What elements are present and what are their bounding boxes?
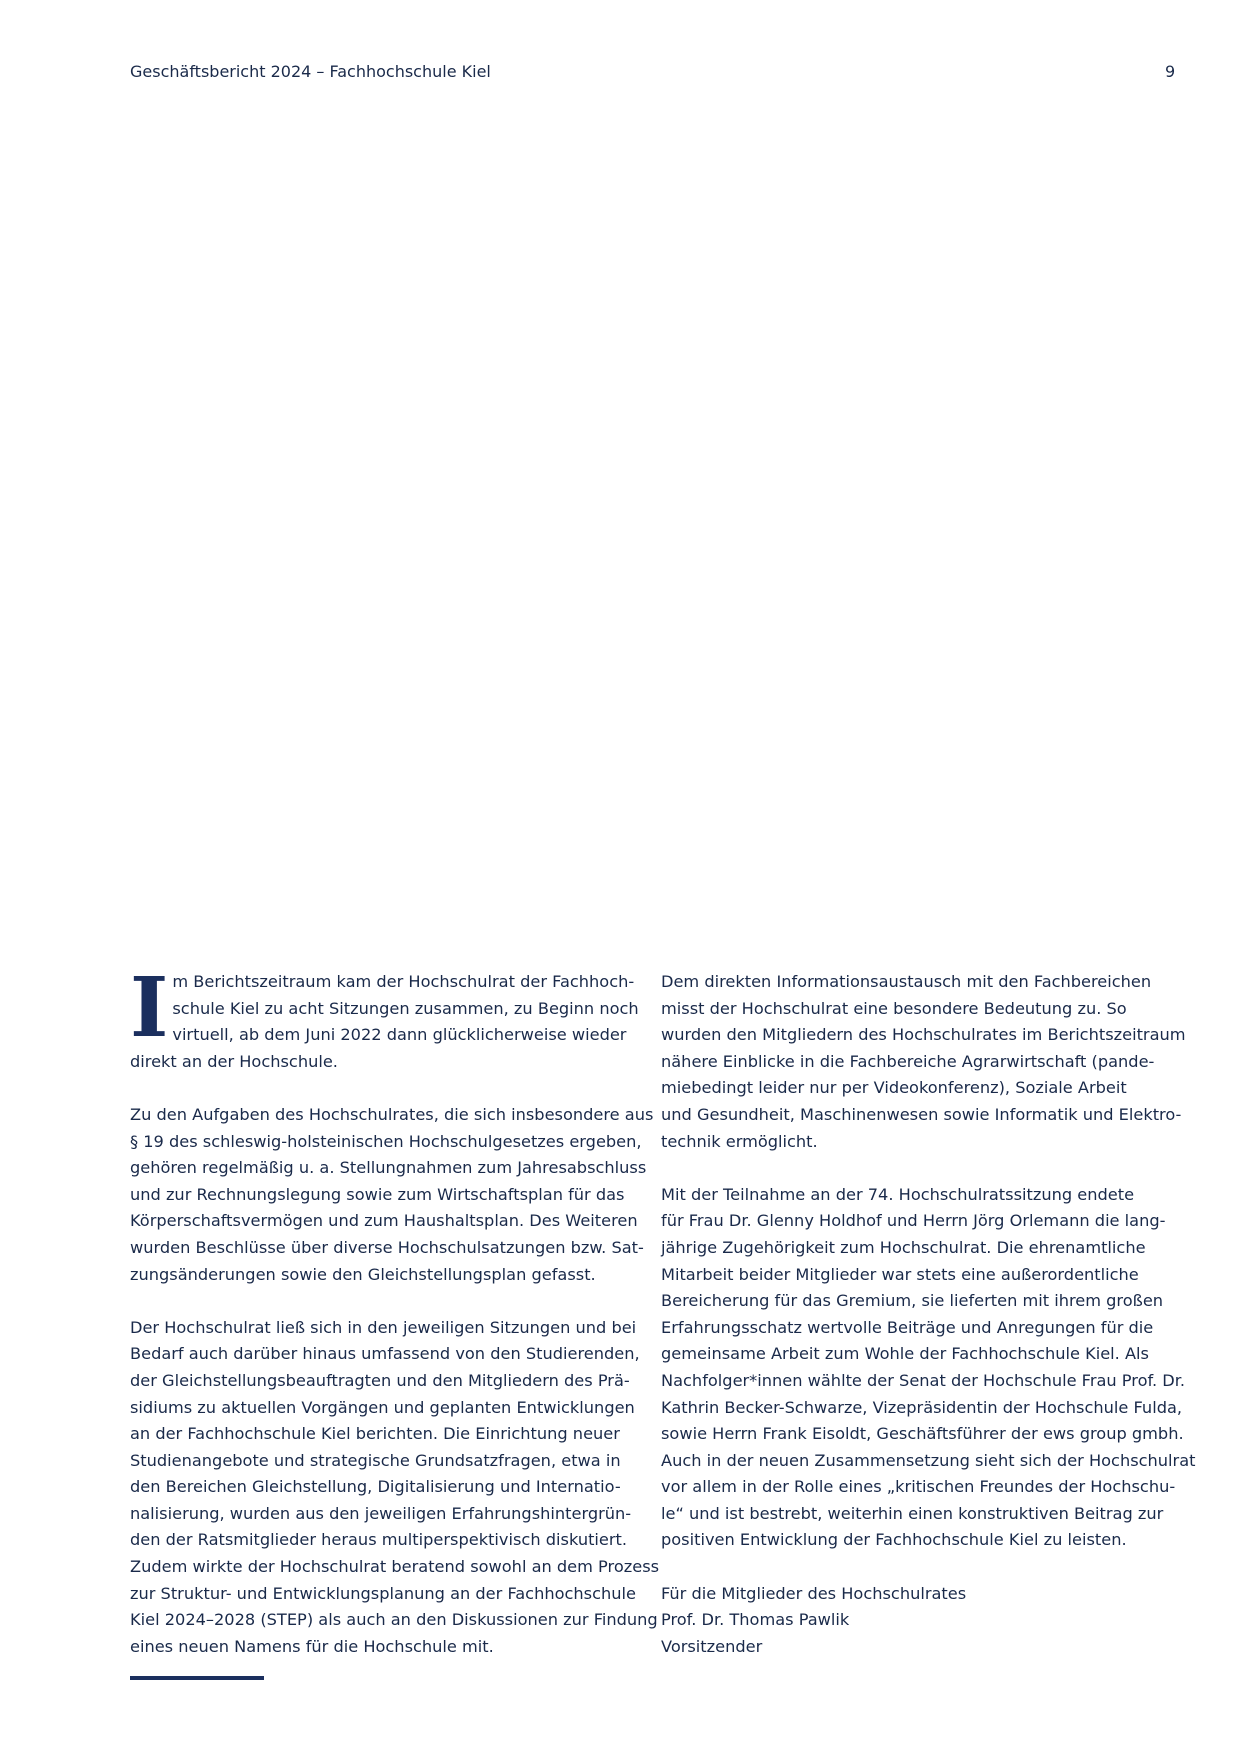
text-line: sidiums zu aktuellen Vorgängen und geplanten Entwicklungen — [130, 1397, 635, 1417]
tasks-paragraph — [130, 1102, 654, 1288]
text-line: und zur Rechnungslegung sowie zum Wirtschaftsplan für das — [130, 1184, 625, 1204]
text-line: Studienangebote und strategische Grundsatzfragen, etwa in — [130, 1450, 621, 1470]
text-line: m Berichtszeitraum kam der Hochschulrat der Fachhoch- — [172, 972, 635, 991]
text-line: gemeinsame Arbeit zum Wohle der Fachhochschule Kiel. Als — [661, 1344, 1149, 1364]
text-line: sowie Herrn Frank Eisoldt, Geschäftsführer der ews group gmbh. — [661, 1424, 1184, 1444]
text-line: Der Hochschulrat ließ sich in den jeweiligen Sitzungen und bei — [130, 1317, 637, 1337]
drop-cap: I — [130, 960, 169, 1056]
text-line: vor allem in der Rolle eines „kritischen Freundes der Hochschu- — [661, 1477, 1176, 1497]
text-line: positiven Entwicklung der Fachhochschule Kiel zu leisten. — [661, 1530, 1127, 1550]
text-line: Mit der Teilnahme an der 74. Hochschulratssitzung endete — [661, 1184, 1135, 1204]
text-line: Kiel 2024–2028 (STEP) als auch an den Diskussionen zur Findung — [130, 1610, 658, 1630]
text-line: direkt an der Hochschule. — [130, 1051, 338, 1071]
text-line: Bedarf auch darüber hinaus umfassend von den Studierenden, — [130, 1344, 640, 1364]
text-line: für Frau Dr. Glenny Holdhof und Herrn Jörg Orlemann die lang- — [661, 1211, 1166, 1231]
signatory-role: Vorsitzender — [661, 1636, 763, 1656]
text-line: der Gleichstellungsbeauftragten und den Mitgliedern des Prä- — [130, 1370, 630, 1390]
text-line: wurden den Mitgliedern des Hochschulrates im Berichtszeitraum — [661, 1025, 1186, 1045]
text-line: wurden Beschlüsse über diverse Hochschulsatzungen bzw. Sat- — [130, 1237, 644, 1257]
text-line: jährige Zugehörigkeit zum Hochschulrat. Die ehrenamtliche — [661, 1237, 1146, 1257]
text-line: den Bereichen Gleichstellung, Digitalisierung und Internatio- — [130, 1477, 621, 1497]
text-line: gehören regelmäßig u. a. Stellungnahmen zum Jahresabschluss — [130, 1158, 647, 1178]
text-line: den der Ratsmitglieder heraus multiperspektivisch diskutiert. — [130, 1530, 628, 1550]
text-line: Dem direkten Informationsaustausch mit den Fachbereichen — [661, 972, 1152, 991]
text-line: technik ermöglicht. — [661, 1131, 818, 1151]
text-line: und Gesundheit, Maschinenwesen sowie Informatik und Elektro- — [661, 1104, 1182, 1124]
left-column — [130, 960, 660, 1687]
text-line: Nachfolger*innen wählte der Senat der Hochschule Frau Prof. Dr. — [661, 1370, 1186, 1390]
intro-paragraph — [130, 960, 639, 1075]
reports-paragraph — [130, 1315, 660, 1661]
text-line: zungsänderungen sowie den Gleichstellungsplan gefasst. — [130, 1264, 596, 1284]
text-line: § 19 des schleswig-holsteinischen Hochschulgesetzes ergeben, — [130, 1131, 642, 1151]
text-line: miebedingt leider nur per Videokonferenz), Soziale Arbeit — [661, 1078, 1127, 1098]
text-line: Erfahrungsschatz wertvolle Beiträge und Anregungen für die — [661, 1317, 1154, 1337]
text-line: schule Kiel zu acht Sitzungen zusammen, zu Beginn noch — [172, 998, 639, 1018]
text-line: Mitarbeit beider Mitglieder war stets eine außerordentliche — [661, 1264, 1139, 1284]
exchange-paragraph — [661, 969, 1186, 1155]
text-line: virtuell, ab dem Juni 2022 dann glücklicherweise wieder — [172, 1025, 627, 1045]
text-line: misst der Hochschulrat eine besondere Bedeutung zu. So — [661, 998, 1127, 1018]
signature-block — [661, 1581, 1161, 1661]
signatory-name: Prof. Dr. Thomas Pawlik — [661, 1610, 850, 1630]
membership-paragraph — [661, 1182, 1196, 1554]
right-column — [661, 969, 1196, 1687]
text-line: le“ und ist bestrebt, weiterhin einen konstruktiven Beitrag zur — [661, 1503, 1164, 1523]
running-header: Geschäftsbericht 2024 – Fachhochschule Kiel — [130, 62, 491, 81]
text-line: an der Fachhochschule Kiel berichten. Die Einrichtung neuer — [130, 1424, 620, 1444]
text-line: nähere Einblicke in die Fachbereiche Agrarwirtschaft (pande- — [661, 1051, 1155, 1071]
text-line: Zudem wirkte der Hochschulrat beratend sowohl an dem Prozess — [130, 1557, 660, 1577]
text-line: Körperschaftsvermögen und zum Haushaltsplan. Des Weiteren — [130, 1211, 638, 1231]
text-line: Kathrin Becker-Schwarze, Vizepräsidentin der Hochschule Fulda, — [661, 1397, 1183, 1417]
page-number: 9 — [1165, 62, 1176, 81]
text-line: Bereicherung für das Gremium, sie lieferten mit ihrem großen — [661, 1291, 1164, 1311]
signature-line: Für die Mitglieder des Hochschulrates — [661, 1583, 967, 1603]
text-line: zur Struktur- und Entwicklungsplanung an der Fachhochschule — [130, 1583, 636, 1603]
text-line: Auch in der neuen Zusammensetzung sieht sich der Hochschulrat — [661, 1450, 1196, 1470]
accent-rule — [130, 1676, 264, 1680]
text-line: Zu den Aufgaben des Hochschulrates, die sich insbesondere aus — [130, 1104, 654, 1124]
text-line: nalisierung, wurden aus den jeweiligen Erfahrungshintergrün- — [130, 1503, 632, 1523]
text-line: eines neuen Namens für die Hochschule mit. — [130, 1636, 494, 1656]
